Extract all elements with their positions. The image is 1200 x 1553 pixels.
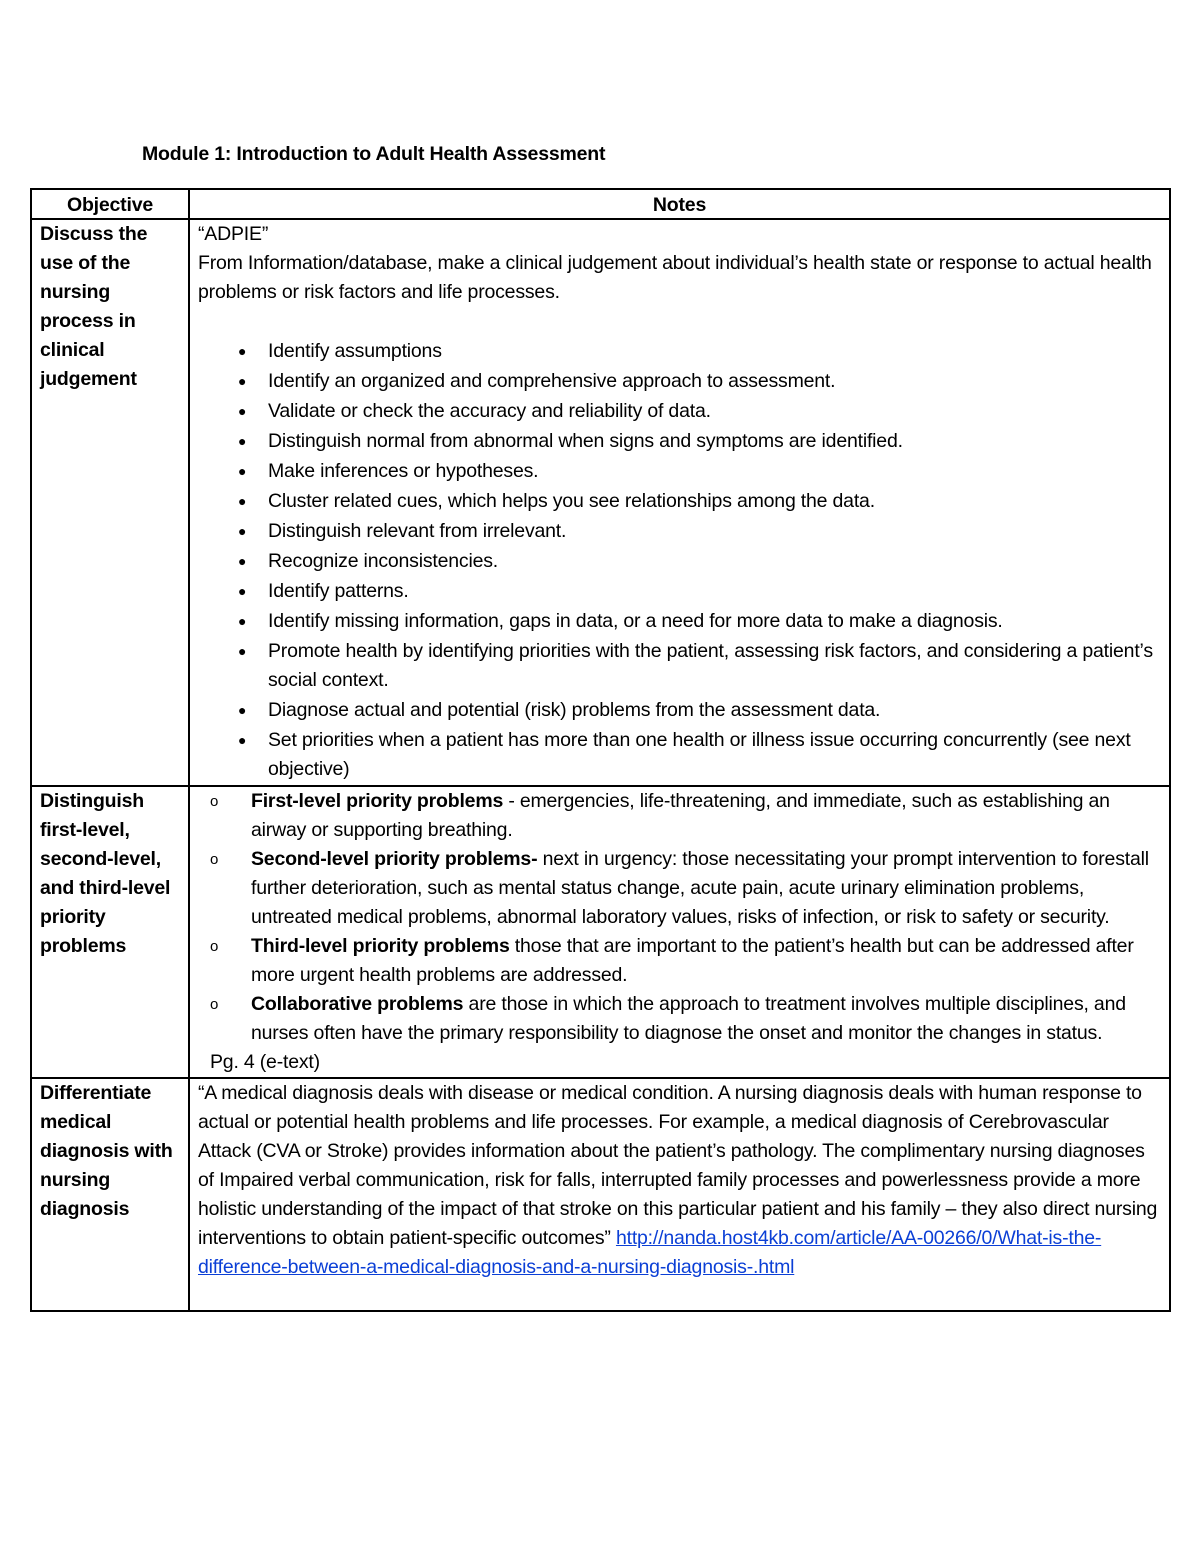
list-item: o First-level priority problems - emergencies, life-threatening, and immediate, such as establishing an airway or supporting breathing. (192, 787, 1161, 845)
bullet-icon: ● (238, 553, 247, 569)
objective-cell: Differentiate medical diagnosis with nursing diagnosis (31, 1078, 189, 1311)
list-item: ● Set priorities when a patient has more than one health or illness issue occurring concurrently (see next objective) (198, 726, 1161, 784)
priority-list (192, 787, 1161, 1048)
bullet-icon: ● (238, 613, 247, 629)
objective-cell: Distinguish first-level, second-level, and third-level priority problems (31, 786, 189, 1078)
notes-cell (189, 786, 1170, 1078)
bullet-icon: ● (238, 702, 247, 718)
quote-text: “A medical diagnosis deals with disease or medical condition. A nursing diagnosis deals with human response to actual or potential health problems and life processes. For example, a medical diagnosis of Cerebrovascular Attack (CVA or Stroke) provides information about the patient’s pathology. The complimentary nursing diagnoses of Impaired verbal communication, risk for falls, interrupted family processes and powerlessness provide a more holistic understanding of the impact of that stroke on this particular patient and his family – they also direct nursing interventions to obtain patient-specific outcomes” (198, 1082, 1158, 1249)
list-item: ● Cluster related cues, which helps you see relationships among the data. (198, 487, 1161, 516)
list-item: o Collaborative problems are those in which the approach to treatment involves multiple disciplines, and nurses often have the primary responsibility to diagnose the onset and monitor the changes in status. (192, 990, 1161, 1048)
bullet-icon: ● (238, 732, 247, 748)
priority-term: Collaborative problems (251, 993, 464, 1015)
intro-text: From Information/database, make a clinical judgement about individual’s health state or response to actual health problems or risk factors and life processes. (198, 252, 1152, 303)
table-header-row (31, 189, 1170, 219)
table-row (31, 1078, 1170, 1311)
bullet-icon: ● (238, 433, 247, 449)
list-item: ● Identify patterns. (198, 577, 1161, 606)
priority-term: First-level priority problems (251, 790, 504, 812)
circle-bullet-icon: o (210, 793, 219, 810)
list-item: ● Identify an organized and comprehensive approach to assessment. (198, 367, 1161, 396)
table-row (31, 786, 1170, 1078)
bullet-list (198, 337, 1161, 784)
bullet-icon: ● (238, 343, 247, 359)
priority-term: Third-level priority problems (251, 935, 510, 957)
objective-cell: Discuss the use of the nursing process in clinical judgement (31, 219, 189, 786)
list-item: ● Diagnose actual and potential (risk) problems from the assessment data. (198, 696, 1161, 725)
list-item: o Third-level priority problems those that are important to the patient’s health but can be addressed after more urgent health problems are addressed. (192, 932, 1161, 990)
list-item: ● Identify missing information, gaps in data, or a need for more data to make a diagnosis. (198, 607, 1161, 636)
objectives-table (30, 188, 1171, 1312)
page-title: Module 1: Introduction to Adult Health Assessment (142, 143, 606, 165)
page-reference: Pg. 4 (e-text) (210, 1051, 320, 1073)
notes-header: Notes (189, 189, 1170, 219)
bullet-icon: ● (238, 583, 247, 599)
list-item: o Second-level priority problems- next in urgency: those necessitating your prompt intervention to forestall further deterioration, such as mental status change, acute pain, acute urinary elimination problems, untreated medical problems, abnormal laboratory values, risks of infection, or risk to safety or security. (192, 845, 1161, 932)
adpie-heading: “ADPIE” (198, 223, 269, 245)
list-item: ● Recognize inconsistencies. (198, 547, 1161, 576)
notes-cell (189, 219, 1170, 786)
reference-link[interactable]: http://nanda.host4kb.com/article/AA-00266/0/What-is-the-difference-between-a-medical-diagnosis-and-a-nursing-diagnosis-.html (198, 1227, 1102, 1278)
bullet-icon: ● (238, 403, 247, 419)
bullet-icon: ● (238, 373, 247, 389)
circle-bullet-icon: o (210, 938, 219, 955)
bullet-icon: ● (238, 493, 247, 509)
spacer (198, 1282, 1161, 1310)
bullet-icon: ● (238, 463, 247, 479)
notes-cell (189, 1078, 1170, 1311)
priority-term: Second-level priority problems- (251, 848, 538, 870)
bullet-icon: ● (238, 643, 247, 659)
table-row (31, 219, 1170, 786)
circle-bullet-icon: o (210, 996, 219, 1013)
list-item: ● Validate or check the accuracy and reliability of data. (198, 397, 1161, 426)
list-item: ● Promote health by identifying priorities with the patient, assessing risk factors, and considering a patient’s social context. (198, 637, 1161, 695)
bullet-icon: ● (238, 523, 247, 539)
circle-bullet-icon: o (210, 851, 219, 868)
list-item: ● Identify assumptions (198, 337, 1161, 366)
list-item: ● Distinguish normal from abnormal when signs and symptoms are identified. (198, 427, 1161, 456)
list-item: ● Distinguish relevant from irrelevant. (198, 517, 1161, 546)
objective-header: Objective (31, 189, 189, 219)
list-item: ● Make inferences or hypotheses. (198, 457, 1161, 486)
